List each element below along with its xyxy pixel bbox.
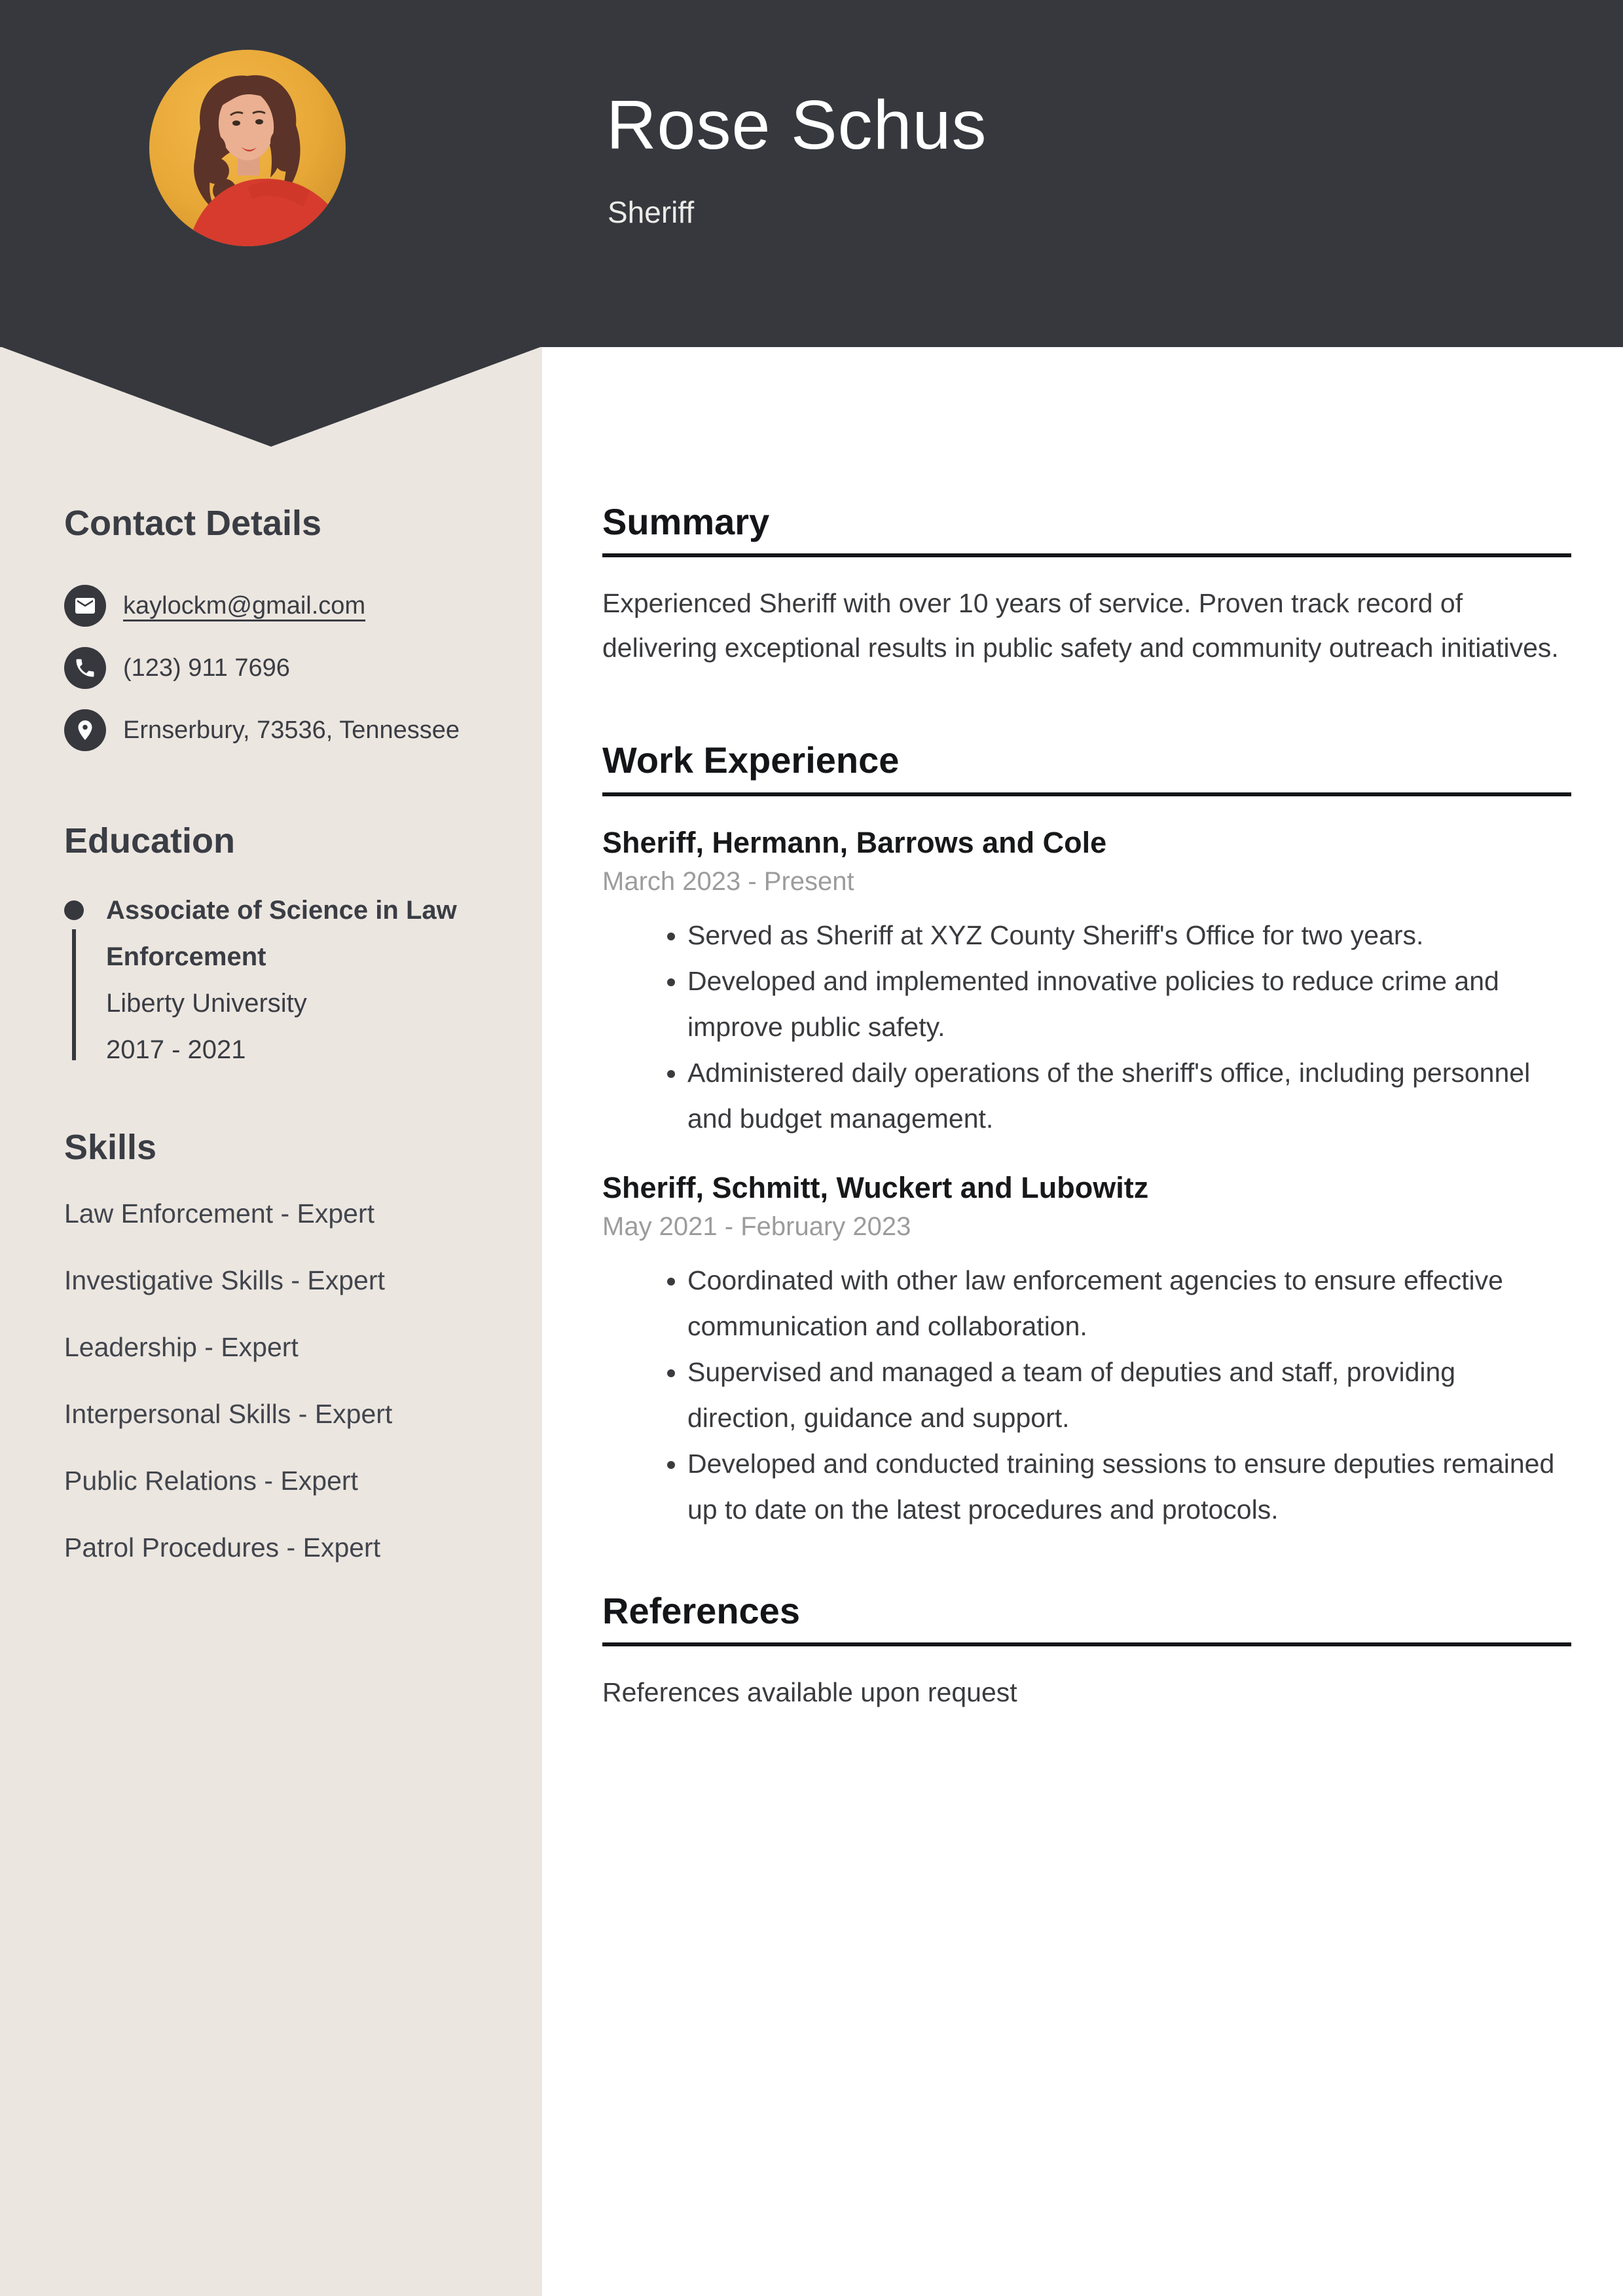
skill-item: Leadership - Expert (64, 1332, 299, 1363)
skills-heading: Skills (64, 1127, 157, 1167)
education-school: Liberty University (106, 988, 307, 1018)
skill-item: Investigative Skills - Expert (64, 1265, 385, 1296)
job-entry (602, 825, 1571, 1141)
job-bullet: • Supervised and managed a team of deputies and staff, providing direction, guidance and support. (687, 1349, 1571, 1441)
job-bullet: • Developed and implemented innovative policies to reduce crime and improve public safety. (687, 958, 1571, 1050)
job-entry (602, 1170, 1571, 1532)
summary-heading: Summary (602, 501, 1571, 557)
email-link[interactable]: kaylockm@gmail.com (123, 591, 366, 620)
education-heading: Education (64, 821, 236, 861)
summary-text: Experienced Sheriff with over 10 years of service. Proven track record of delivering exceptional results in public safety and community outreach initiatives. (602, 588, 1559, 663)
contact-item-location (64, 709, 499, 751)
header-text-block (606, 84, 987, 230)
contact-item-phone (64, 647, 499, 689)
main-content (602, 347, 1571, 1714)
job-title: Sheriff, Schmitt, Wuckert and Lubowitz (602, 1170, 1149, 1204)
page-title: Rose Schus (606, 86, 987, 164)
job-bullet: • Coordinated with other law enforcement agencies to ensure effective communication and collaboration. (687, 1257, 1571, 1349)
profile-photo (149, 50, 346, 246)
education-degree: Associate of Science in Law Enforcement (106, 895, 457, 971)
contact-list (64, 585, 499, 751)
education-item (64, 887, 499, 1073)
job-bullet-list (602, 1257, 1571, 1532)
references-heading: References (602, 1590, 1571, 1646)
profile-photo-image (149, 50, 346, 246)
skill-item: Patrol Procedures - Expert (64, 1532, 381, 1563)
email-icon (64, 585, 106, 627)
location-value: Ernserbury, 73536, Tennessee (123, 716, 460, 744)
skill-item: Interpersonal Skills - Expert (64, 1399, 393, 1430)
sidebar (0, 447, 542, 1563)
contact-details-heading: Contact Details (64, 504, 322, 543)
education-timeline-line (72, 929, 76, 1060)
job-bullet: • Developed and conducted training sessions to ensure deputies remained up to date on the latest procedures and protocols. (687, 1441, 1571, 1532)
references-text: References available upon request (602, 1677, 1017, 1708)
job-bullet: • Served as Sheriff at XYZ County Sheriff's Office for two years. (687, 912, 1571, 958)
contact-item-email (64, 585, 499, 627)
education-dates: 2017 - 2021 (106, 1035, 246, 1064)
location-icon (64, 709, 106, 751)
phone-icon (64, 647, 106, 689)
work-experience-heading: Work Experience (602, 739, 1571, 796)
skill-item: Public Relations - Expert (64, 1466, 358, 1496)
person-job-title: Sheriff (608, 195, 695, 230)
job-dates: March 2023 - Present (602, 866, 854, 896)
job-dates: May 2021 - February 2023 (602, 1212, 911, 1241)
education-bullet-icon (64, 900, 84, 920)
skill-item: Law Enforcement - Expert (64, 1198, 374, 1229)
phone-value: (123) 911 7696 (123, 654, 290, 682)
job-bullet: • Administered daily operations of the sheriff's office, including personnel and budget management. (687, 1050, 1571, 1141)
skills-list (64, 1198, 499, 1563)
job-title: Sheriff, Hermann, Barrows and Cole (602, 825, 1107, 859)
job-bullet-list (602, 912, 1571, 1141)
